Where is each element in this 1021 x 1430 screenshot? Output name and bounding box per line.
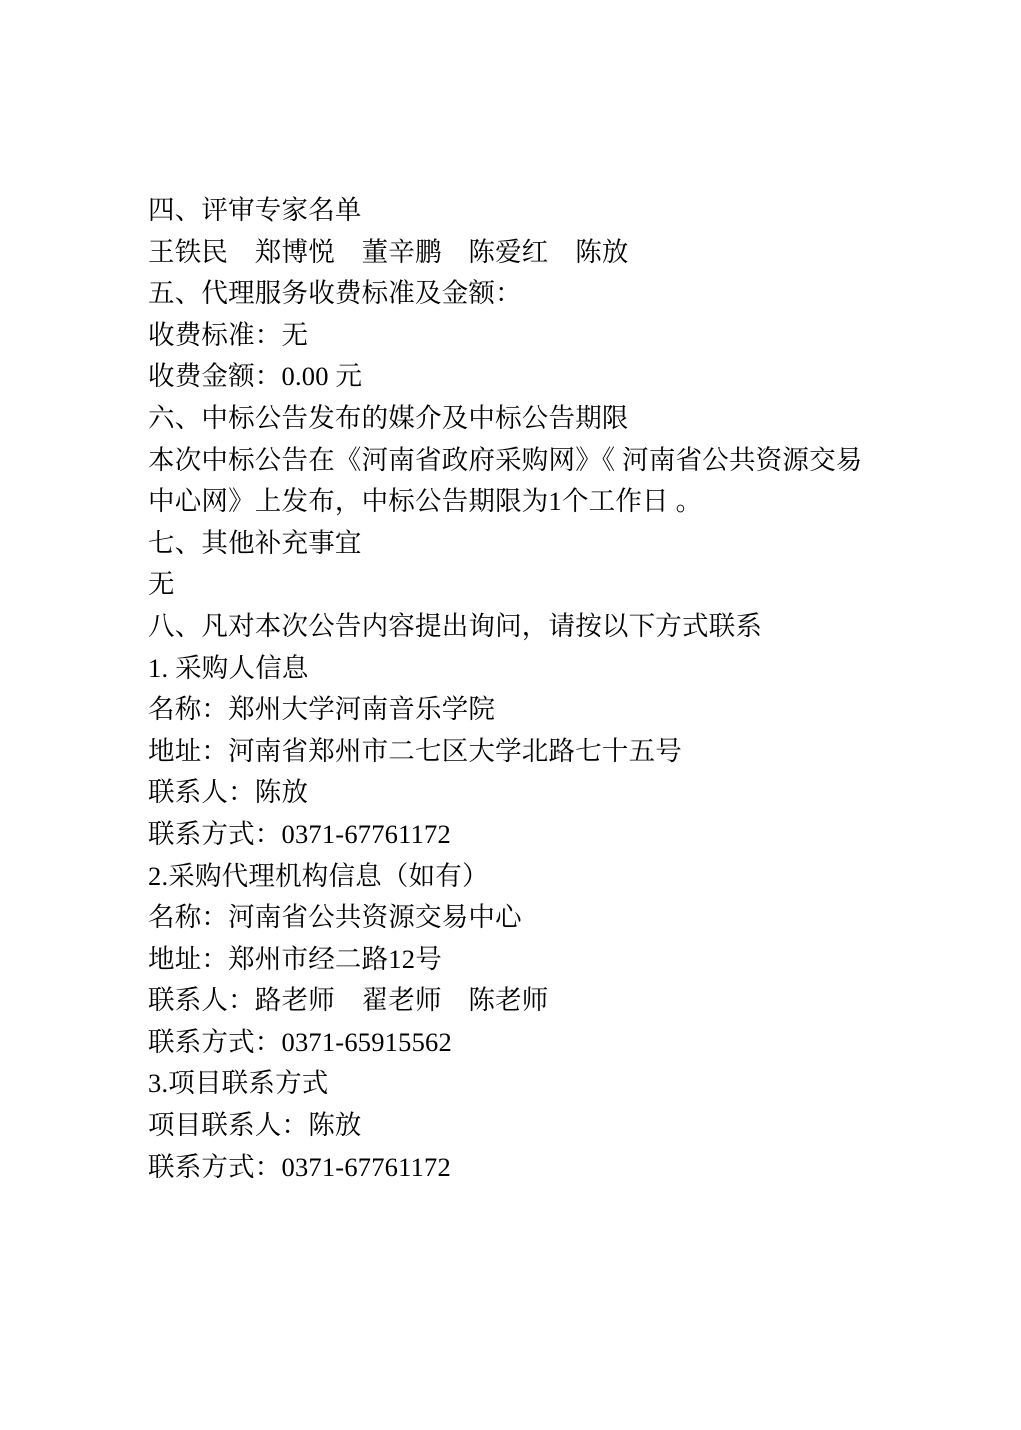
fee-amount-line: 收费金额：0.00 元	[148, 361, 363, 392]
purchaser-address-line: 地址：河南省郑州市二七区大学北路七十五号	[148, 735, 682, 766]
section-5-heading: 五、代理服务收费标准及金额：	[148, 278, 522, 309]
purchaser-contact-line: 联系人：陈放	[148, 777, 309, 808]
purchaser-phone-line: 联系方式：0371-67761172	[148, 818, 451, 849]
section-4-heading: 四、评审专家名单	[148, 195, 362, 225]
agency-address-line: 地址：郑州市经二路12号	[148, 943, 442, 974]
project-contact-phone: 联系方式：0371-67761172	[148, 1151, 451, 1182]
agency-name-line: 名称：河南省公共资源交易中心	[148, 902, 522, 933]
fee-standard-line: 收费标准：无	[148, 319, 309, 350]
project-contact-person: 项目联系人：陈放	[148, 1110, 362, 1141]
purchaser-info-heading: 1. 采购人信息	[148, 652, 309, 683]
agency-contact-line: 联系人：路老师 翟老师 陈老师	[148, 985, 549, 1016]
section-6-heading: 六、中标公告发布的媒介及中标公告期限	[148, 402, 629, 433]
section-8-heading: 八、凡对本次公告内容提出询问，请按以下方式联系	[148, 610, 763, 641]
expert-name-list: 王铁民 郑博悦 董辛鹏 陈爱红 陈放	[148, 236, 629, 267]
media-body-line-1: 本次中标公告在《河南省政府采购网》《 河南省公共资源交易	[148, 444, 863, 475]
agency-info-heading: 2.采购代理机构信息（如有）	[148, 860, 489, 891]
media-body-line-2: 中心网》上发布，中标公告期限为1个工作日 。	[148, 486, 703, 517]
project-contact-heading: 3.项目联系方式	[148, 1068, 329, 1099]
announcement-body	[148, 190, 888, 1188]
section-7-body: 无	[148, 569, 175, 600]
purchaser-name-line: 名称：郑州大学河南音乐学院	[148, 694, 496, 725]
agency-phone-line: 联系方式：0371-65915562	[148, 1026, 452, 1057]
section-7-heading: 七、其他补充事宜	[148, 527, 362, 558]
